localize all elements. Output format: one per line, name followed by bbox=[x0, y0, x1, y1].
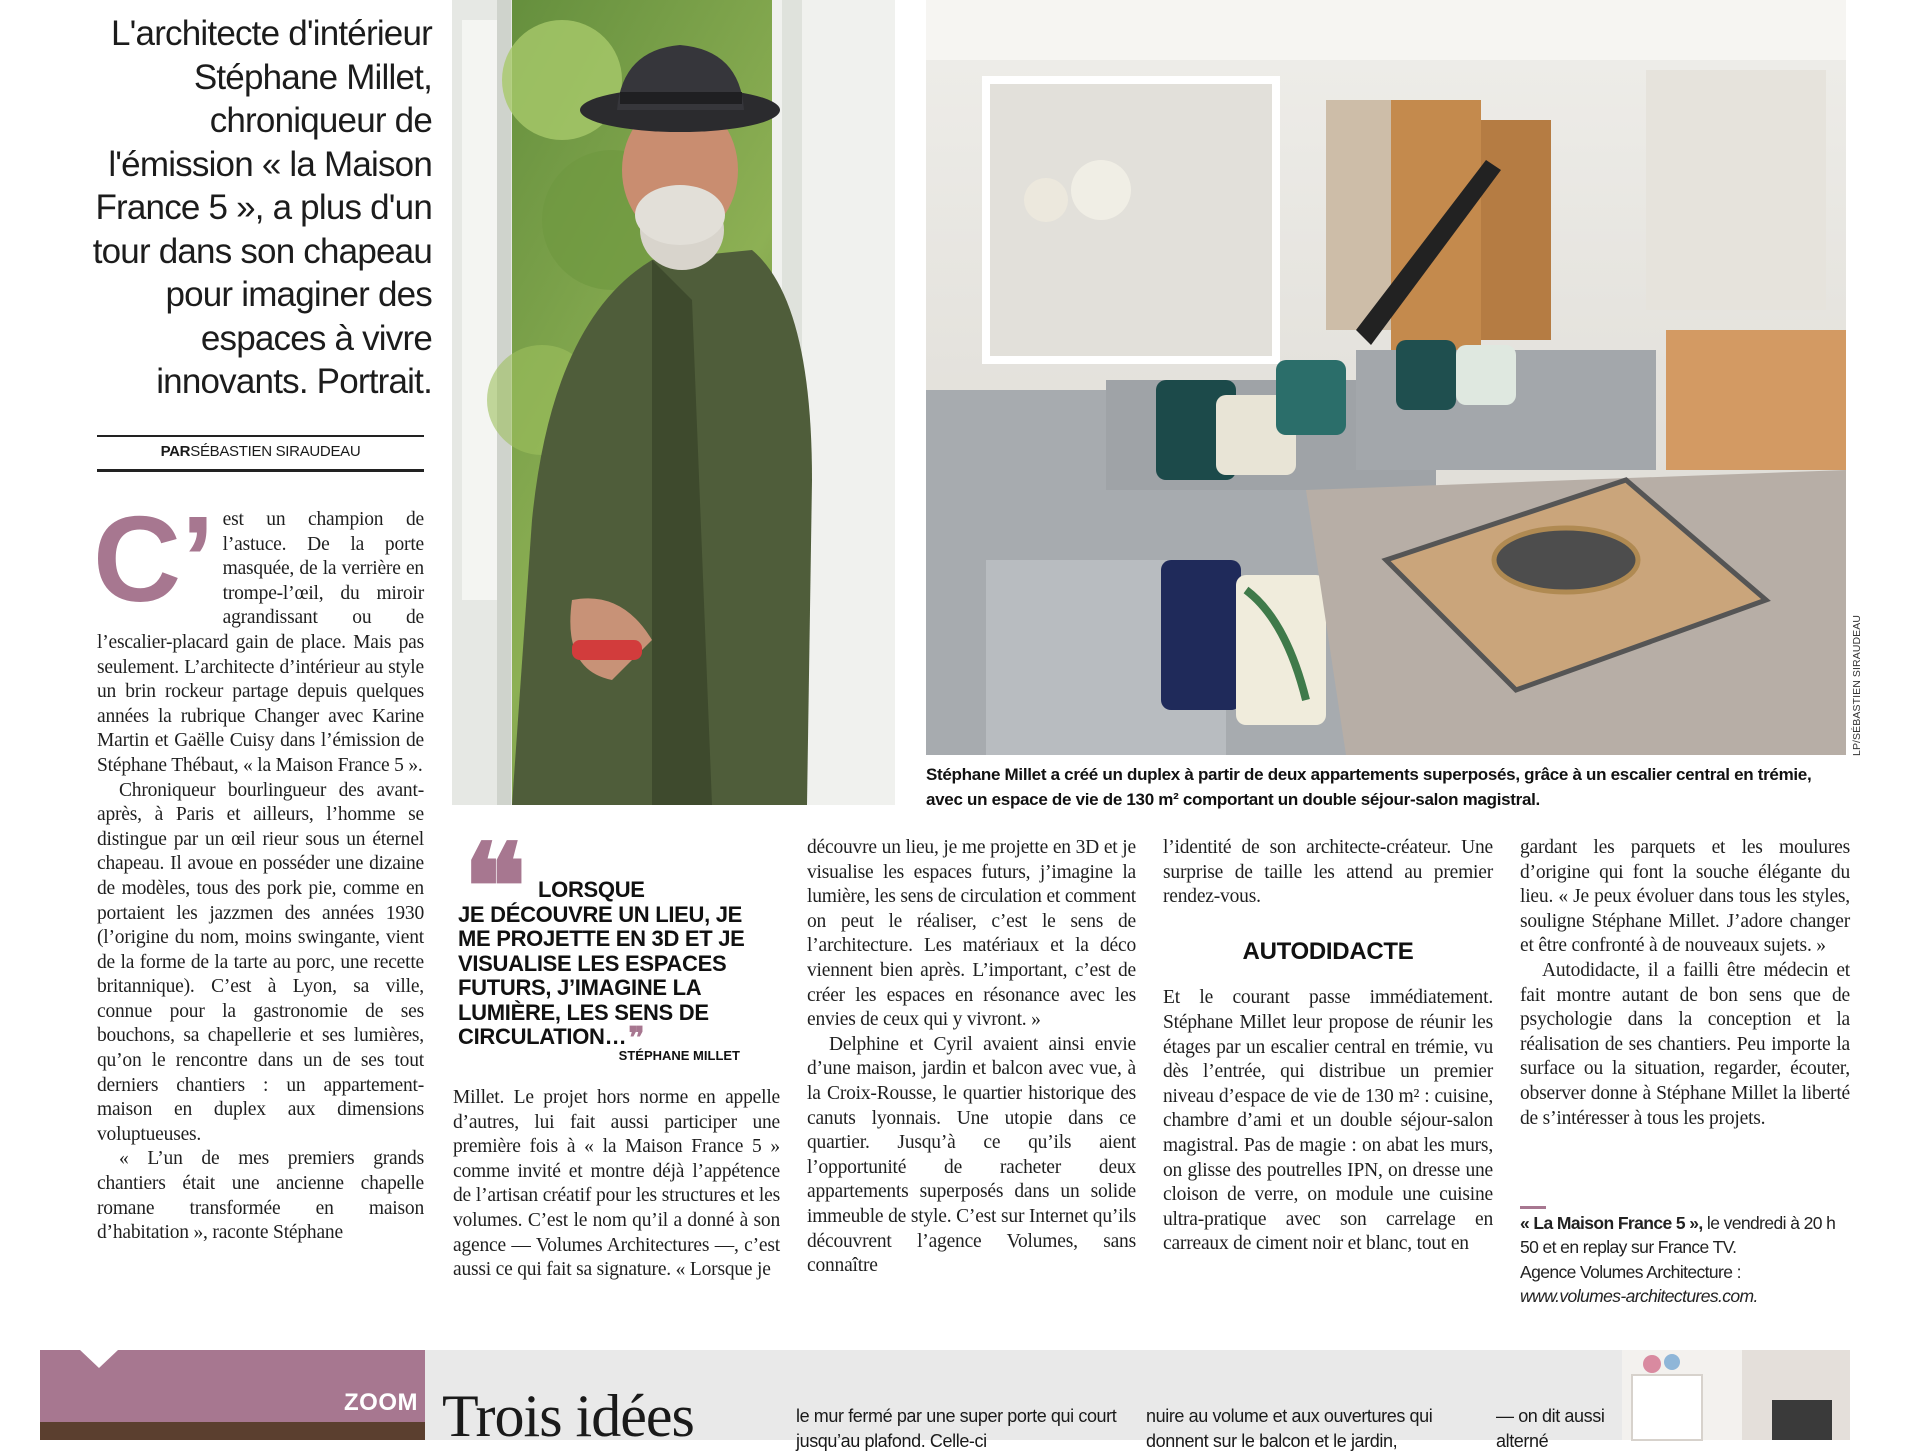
byline-prefix: PAR bbox=[160, 443, 191, 460]
article-column-1 bbox=[93, 491, 424, 1304]
paragraph: Autodidacte, il a failli être médecin et fait montre autant de bon sens que de psychologie dans la conception et la réalisation de ses chantiers. Peu importe la surface ou la situation, regarder, écouter, observer donne à Stéphane Millet la liberté de s’intéresser à tous les projets. bbox=[1520, 959, 1850, 1129]
zoom-notch bbox=[80, 1350, 118, 1368]
paragraph: Delphine et Cyril avaient ainsi envie d’une maison, jardin et balcon avec vue, à la Croix-Rousse, le quartier historique des canuts lyonnais. Une utopie dans ce quartier. Jusqu’à ce qu’ils aient l’opportunité de racheter deux appartements superposés dans un solide immeuble de style. C’est sur Internet qu’ils découvrent l’agence Volumes, sans connaître bbox=[807, 1033, 1136, 1277]
zoom-column-1: le mur fermé par une super porte qui court jusqu’au plafond. Celle-ci bbox=[796, 1406, 1117, 1451]
article-column-5 bbox=[1520, 836, 1850, 1171]
photo-credit: LP/SÉBASTIEN SIRAUDEAU bbox=[1851, 614, 1863, 756]
pull-quote-author: STÉPHANE MILLET bbox=[618, 1048, 740, 1063]
zoom-room-photo bbox=[1622, 1350, 1850, 1440]
zoom-column-2: nuire au volume et aux ouvertures qui donnent sur le balcon et le jardin, bbox=[1146, 1406, 1433, 1451]
zoom-label: ZOOM bbox=[344, 1389, 418, 1416]
zoom-column-3: — on dit aussi alterné bbox=[1496, 1406, 1605, 1451]
agency-label: Agence Volumes Architecture : bbox=[1520, 1261, 1741, 1282]
living-room-photo bbox=[926, 0, 1846, 755]
article-intro: L'architecte d'intérieur Stéphane Millet, chroniqueur de l'émission « la Maison France 5 », a plus d'un tour dans son chapeau pour imaginer des espaces à vivre innovants. Portrait. bbox=[92, 14, 432, 401]
article-column-2 bbox=[453, 1086, 780, 1304]
paragraph: Et le courant passe immédiatement. Stéphane Millet leur propose de réunir les étages par un escalier central en trémie, vu dès l’entrée, qui distribue un premier niveau d’espace de vie de 130 m² : cuisine, chambre d’ami et un double séjour-salon magistral. Pas de magie : on abat les murs, on glisse des poutrelles IPN, on dresse une cloison de verre, on module une cuisine ultra-pratique avec son carrelage en carreaux de ciment noir et blanc, tout en bbox=[1163, 987, 1493, 1255]
zoom-title: Trois idées bbox=[442, 1383, 694, 1449]
paragraph: découvre un lieu, je me projette en 3D et je visualise les espaces futurs, j’imagine la lumière, les sens de circulation et comment on peut le réaliser, c’est le sens de l’architecture. Les matériaux et la déco viennent bien après. L’important, c’est de créer les espaces en résonance avec les envies de ceux qui y vivront. » bbox=[807, 837, 1136, 1031]
drop-cap: C’ bbox=[93, 491, 215, 627]
show-title: « La Maison France 5 », bbox=[1520, 1213, 1703, 1233]
byline-author: SÉBASTIEN SIRAUDEAU bbox=[190, 443, 361, 460]
broadcast-credits bbox=[1520, 1206, 1850, 1309]
paragraph: Millet. Le projet hors norme en appelle d’autres, lui fait aussi participer une première fois à « la Maison France 5 » comme invité et montre déjà l’appétence de l’artisan créatif pour les structures et les volumes. C’est le nom qu’il a donné à son agence — Volumes Architectures —, c’est aussi ce qui fait sa signature. « Lorsque je bbox=[453, 1087, 780, 1281]
quote-close-icon: ❞ bbox=[628, 1022, 642, 1055]
byline-rule-top bbox=[97, 435, 424, 437]
article-column-3 bbox=[807, 836, 1136, 1304]
photo-caption: Stéphane Millet a créé un duplex à partir de deux appartements superposés, grâce à un escalier central en trémie, avec un espace de vie de 130 m² comportant un double séjour-salon magistral. bbox=[926, 765, 1812, 809]
section-subhead: AUTODIDACTE bbox=[1242, 937, 1414, 965]
byline-rule-bottom bbox=[97, 469, 424, 472]
credits-rule bbox=[1520, 1206, 1546, 1209]
agency-url[interactable]: www.volumes-architectures.com. bbox=[1520, 1286, 1758, 1307]
zoom-photo-strip bbox=[40, 1422, 425, 1440]
paragraph: Chroniqueur bourlingueur des avant-après, à Paris et ailleurs, l’homme se distingue par un œil rieur sous un éternel chapeau. Il avoue en posséder une dizaine de modèles, tous des pork pie, comme en portaient les jazzmen des années 1930 (l’origine du nom, moins swingante, vient de la forme de la tarte au porc, une recette britannique). C’est à Lyon, sa ville, connue pour la gastronomie de ses bouchons, sa chapellerie et ses lumières, qu’on le rencontre dans un de ses tout derniers chantiers : un appartement-maison en duplex aux dimensions voluptueuses. bbox=[97, 779, 424, 1145]
paragraph: « L’un de mes premiers grands chantiers était une ancienne chapelle romane transformée en maison d’habitation », raconte Stéphane bbox=[97, 1148, 424, 1244]
byline bbox=[97, 443, 424, 460]
portrait-photo bbox=[452, 0, 895, 805]
paragraph: gardant les parquets et les moulures d’origine qui font la souche élégante du lieu. « Je peux évoluer dans tous les styles, souligne Stéphane Millet. J’adore changer et être confronté à de nouveaux sujets. » bbox=[1520, 837, 1850, 957]
show-schedule: le vendredi à 20 h 50 et en replay sur France TV. bbox=[1520, 1213, 1836, 1258]
paragraph: l’identité de son architecte-créateur. Une surprise de taille les attend au premier rendez-vous. bbox=[1163, 837, 1493, 908]
quote-open-icon: ❝ bbox=[463, 822, 517, 954]
paragraph: est un champion de l’astuce. De la porte masquée, de la verrière en trompe-l’œil, du miroir agrandissant ou de l’escalier-placard gain de place. Mais pas seulement. L’architecte d’intérieur au style un brin rockeur partage depuis quelques années la rubrique Changer avec Karine Martin et Gaëlle Cuisy dans l’émission de Stéphane Thébaut, « la Maison France 5 ». bbox=[97, 509, 424, 776]
article-column-4 bbox=[1163, 836, 1493, 1304]
pull-quote-text: LORSQUE JE DÉCOUVRE UN LIEU, JE ME PROJETTE EN 3D ET JE VISUALISE LES ESPACES FUTURS, J’IMAGINE LA LUMIÈRE, LES SENS DE CIRCULATION…❞ bbox=[458, 877, 745, 1055]
